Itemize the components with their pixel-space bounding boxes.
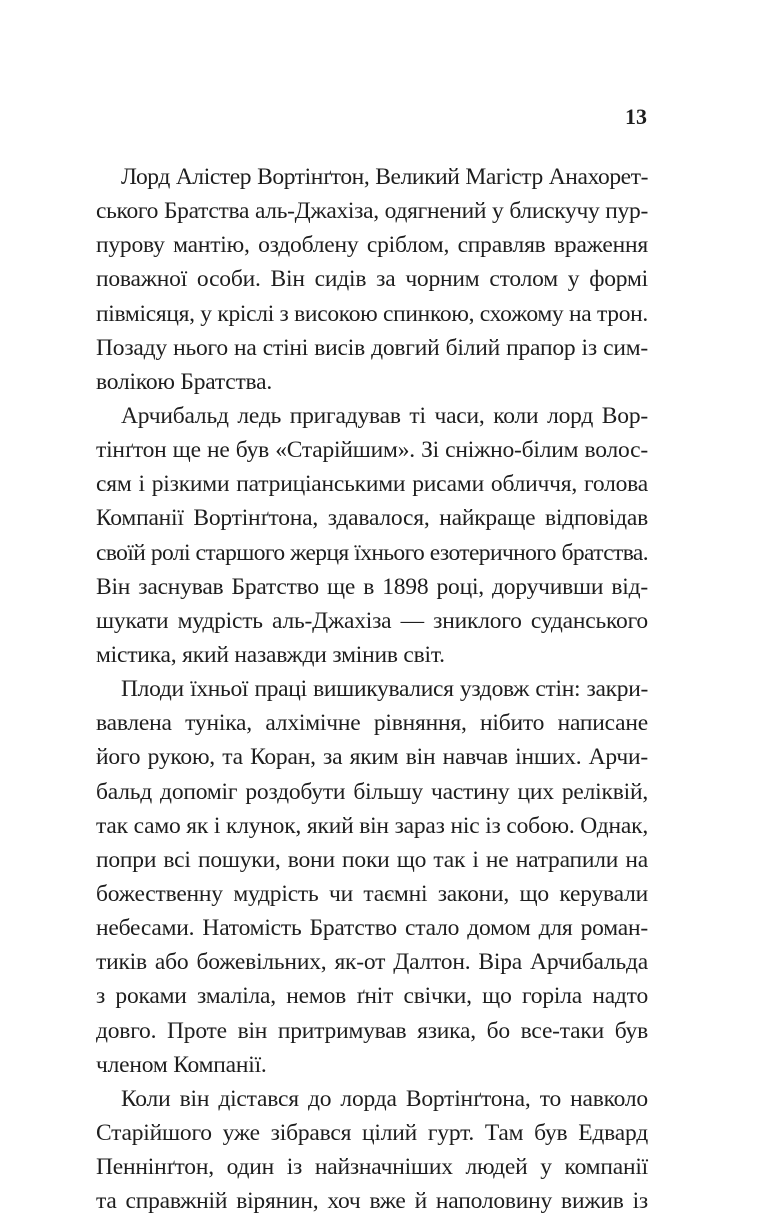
text-line: бальд допоміг роздобути більшу частину цих реліквій, [96,778,648,805]
text-line: ського Братства аль-Джахіза, одягнений у блискучу пур- [96,198,648,225]
paragraph [96,1082,648,1219]
text-line: небесами. Натомість Братство стало домом для роман- [96,915,648,942]
text-line: Плоди їхньої праці вишикувалися уздовж стін: закри- [121,676,648,703]
paragraph [96,672,648,1082]
text-line: Пеннінґтон, один із найзначніших людей у компанії [96,1154,648,1181]
text-line: з роками змаліла, немов ґніт свічки, що горіла надто [96,983,648,1010]
text-line: півмісяця, у кріслі з високою спинкою, схожому на трон. [96,300,648,327]
text-line: так само як і клунок, який він зараз ніс із собою. Однак, [96,812,648,839]
text-line: поважної особи. Він сидів за чорним столом у формі [96,266,648,293]
text-line: пурову мантію, оздоблену сріблом, справляв враження [96,232,648,259]
text-line: шукати мудрість аль-Джахіза — зниклого суданського [96,607,648,634]
body-text [96,160,648,1218]
text-line: Компанії Вортінґтона, здавалося, найкраще відповідав [96,505,648,532]
text-line: Він заснував Братство ще в 1898 році, доручивши від- [96,573,648,600]
text-line: своїй ролі старшого жерця їхнього езотеричного братства. [96,539,648,566]
text-line: волікою Братства. [96,368,273,395]
text-line: Старійшого уже зібрався цілий гурт. Там був Едвард [96,1119,648,1146]
text-line: Лорд Алістер Вортінґтон, Великий Магістр Анахорет- [121,164,648,190]
text-line: вавлена туніка, алхімічне рівняння, нібито написане [96,710,648,737]
text-line: членом Компанії. [96,1051,267,1078]
text-line: Коли він дістався до лорда Вортінґтона, то навколо [121,1085,648,1112]
text-line: його рукою, та Коран, за яким він навчав інших. Арчи- [96,744,648,771]
text-line: та справжній вірянин, хоч вже й наполовину вижив із [96,1188,648,1215]
text-line: тиків або божевільних, як-от Далтон. Віра Арчибальда [96,949,648,976]
text-line: довго. Проте він притримував язика, бо все-таки був [96,1017,648,1044]
text-line: божественну мудрість чи таємні закони, що керували [96,880,648,907]
text-line: Позаду нього на стіні висів довгий білий прапор із сим- [96,334,648,361]
paragraph [96,399,648,672]
paragraph [96,160,648,399]
text-line: містика, який назавжди змінив світ. [96,641,445,668]
text-line: попри всі пошуки, вони поки що так і не натрапили на [96,846,648,873]
page-number: 13 [625,104,647,129]
text-line: Арчибальд ледь пригадував ті часи, коли лорд Вор- [121,402,648,429]
text-line: тінґтон ще не був «Старійшим». Зі сніжно-білим волос- [96,437,648,464]
text-line: сям і різкими патриціанськими рисами обличчя, голова [96,471,648,498]
